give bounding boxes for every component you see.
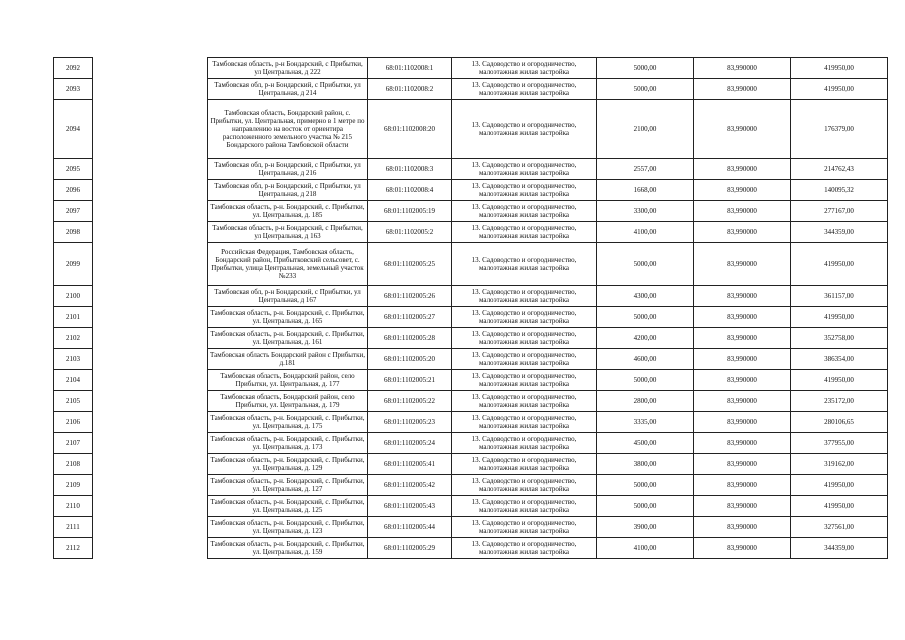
area-cell: 3300,00 — [597, 201, 694, 222]
address-cell: Тамбовская область, р-н Бондарский, с Прибытки, ул Центральная, д 222 — [208, 58, 368, 79]
address-cell: Тамбовская область, р-н. Бондарский, с. Прибытки, ул. Центральная, д. 185 — [208, 201, 368, 222]
address-cell: Тамбовская область Бондарский район с Прибытки, д.181 — [208, 349, 368, 370]
cadastral-number-cell: 68:01:1102005:26 — [368, 286, 452, 307]
permitted-use-cell: 13. Садоводство и огородничество, малоэтажная жилая застройка — [452, 328, 597, 349]
specific-value-cell: 83,990000 — [694, 100, 791, 159]
area-cell: 5000,00 — [597, 307, 694, 328]
cadastral-number-cell: 68:01:1102008:3 — [368, 159, 452, 180]
cadastral-number-cell: 68:01:1102005:28 — [368, 328, 452, 349]
blank-column — [93, 454, 208, 475]
blank-column — [93, 433, 208, 454]
specific-value-cell: 83,990000 — [694, 349, 791, 370]
blank-column — [93, 328, 208, 349]
cadastral-number-cell: 68:01:1102005:29 — [368, 538, 452, 559]
blank-column — [93, 79, 208, 100]
area-cell: 4100,00 — [597, 222, 694, 243]
cadastral-number-cell: 68:01:1102008:2 — [368, 79, 452, 100]
blank-column — [93, 100, 208, 159]
table-row — [54, 286, 888, 307]
specific-value-cell: 83,990000 — [694, 454, 791, 475]
address-cell: Тамбовская область, р-н. Бондарский, с. Прибытки, ул. Центральная, д. 123 — [208, 517, 368, 538]
row-number: 2101 — [54, 307, 93, 328]
row-number: 2097 — [54, 201, 93, 222]
row-number: 2099 — [54, 243, 93, 286]
cadastral-value-cell: 277167,00 — [791, 201, 888, 222]
row-number: 2094 — [54, 100, 93, 159]
permitted-use-cell: 13. Садоводство и огородничество, малоэтажная жилая застройка — [452, 180, 597, 201]
area-cell: 5000,00 — [597, 475, 694, 496]
cadastral-value-cell: 327561,00 — [791, 517, 888, 538]
row-number: 2107 — [54, 433, 93, 454]
cadastral-value-cell: 176379,00 — [791, 100, 888, 159]
table-row — [54, 201, 888, 222]
area-cell: 3800,00 — [597, 454, 694, 475]
row-number: 2098 — [54, 222, 93, 243]
blank-column — [93, 307, 208, 328]
table-row — [54, 222, 888, 243]
blank-column — [93, 496, 208, 517]
area-cell: 3900,00 — [597, 517, 694, 538]
address-cell: Тамбовская обл, р-н Бондарский, с Прибытки, ул Центральная, д 218 — [208, 180, 368, 201]
cadastral-number-cell: 68:01:1102005:27 — [368, 307, 452, 328]
address-cell: Тамбовская обл, р-н Бондарский, с Прибытки, ул Центральная, д 214 — [208, 79, 368, 100]
table-row — [54, 58, 888, 79]
cadastral-value-cell: 361157,00 — [791, 286, 888, 307]
specific-value-cell: 83,990000 — [694, 475, 791, 496]
blank-column — [93, 180, 208, 201]
area-cell: 4500,00 — [597, 433, 694, 454]
table-row — [54, 159, 888, 180]
area-cell: 1668,00 — [597, 180, 694, 201]
cadastral-number-cell: 68:01:1102005:41 — [368, 454, 452, 475]
cadastral-value-cell: 214762,43 — [791, 159, 888, 180]
area-cell: 5000,00 — [597, 370, 694, 391]
table-row — [54, 475, 888, 496]
permitted-use-cell: 13. Садоводство и огородничество, малоэтажная жилая застройка — [452, 79, 597, 100]
row-number: 2104 — [54, 370, 93, 391]
specific-value-cell: 83,990000 — [694, 538, 791, 559]
table-row — [54, 370, 888, 391]
blank-column — [93, 286, 208, 307]
row-number: 2111 — [54, 517, 93, 538]
row-number: 2106 — [54, 412, 93, 433]
blank-column — [93, 349, 208, 370]
table-row — [54, 328, 888, 349]
specific-value-cell: 83,990000 — [694, 391, 791, 412]
address-cell: Тамбовская область, Бондарский район, с. Прибытки, ул. Центральная, примерно в 1 метре по направлению на восток от ориентира расположенного земельного участка № 215 Бондарского района Тамбовской области — [208, 100, 368, 159]
address-cell: Тамбовская область, р-н. Бондарский, с. Прибытки, ул. Центральная, д. 165 — [208, 307, 368, 328]
table-row — [54, 243, 888, 286]
table-row — [54, 454, 888, 475]
cadastral-number-cell: 68:01:1102005:43 — [368, 496, 452, 517]
table-row — [54, 538, 888, 559]
permitted-use-cell: 13. Садоводство и огородничество, малоэтажная жилая застройка — [452, 391, 597, 412]
specific-value-cell: 83,990000 — [694, 222, 791, 243]
register-table-body — [54, 58, 888, 559]
specific-value-cell: 83,990000 — [694, 58, 791, 79]
cadastral-value-cell: 419950,00 — [791, 475, 888, 496]
blank-column — [93, 222, 208, 243]
cadastral-value-cell: 377955,00 — [791, 433, 888, 454]
specific-value-cell: 83,990000 — [694, 370, 791, 391]
address-cell: Тамбовская область, Бондарский район, село Прибытки, ул. Центральная, д. 179 — [208, 391, 368, 412]
table-row — [54, 517, 888, 538]
blank-column — [93, 201, 208, 222]
table-row — [54, 433, 888, 454]
specific-value-cell: 83,990000 — [694, 433, 791, 454]
permitted-use-cell: 13. Садоводство и огородничество, малоэтажная жилая застройка — [452, 159, 597, 180]
cadastral-number-cell: 68:01:1102005:25 — [368, 243, 452, 286]
cadastral-number-cell: 68:01:1102008:4 — [368, 180, 452, 201]
cadastral-number-cell: 68:01:1102005:20 — [368, 349, 452, 370]
cadastral-value-cell: 352758,00 — [791, 328, 888, 349]
specific-value-cell: 83,990000 — [694, 286, 791, 307]
row-number: 2109 — [54, 475, 93, 496]
blank-column — [93, 412, 208, 433]
area-cell: 2100,00 — [597, 100, 694, 159]
permitted-use-cell: 13. Садоводство и огородничество, малоэтажная жилая застройка — [452, 538, 597, 559]
address-cell: Тамбовская область, р-н. Бондарский, с. Прибытки, ул. Центральная, д. 127 — [208, 475, 368, 496]
specific-value-cell: 83,990000 — [694, 243, 791, 286]
blank-column — [93, 391, 208, 412]
address-cell: Тамбовская область, р-н. Бондарский, с. Прибытки, ул. Центральная, д. 175 — [208, 412, 368, 433]
table-row — [54, 412, 888, 433]
permitted-use-cell: 13. Садоводство и огородничество, малоэтажная жилая застройка — [452, 349, 597, 370]
row-number: 2103 — [54, 349, 93, 370]
cadastral-value-cell: 235172,00 — [791, 391, 888, 412]
permitted-use-cell: 13. Садоводство и огородничество, малоэтажная жилая застройка — [452, 475, 597, 496]
cadastral-value-cell: 419950,00 — [791, 307, 888, 328]
address-cell: Тамбовская область, р-н. Бондарский, с. Прибытки, ул. Центральная, д. 173 — [208, 433, 368, 454]
table-row — [54, 79, 888, 100]
address-cell: Тамбовская обл, р-н Бондарский, с Прибытки, ул Центральная, д 167 — [208, 286, 368, 307]
permitted-use-cell: 13. Садоводство и огородничество, малоэтажная жилая застройка — [452, 58, 597, 79]
cadastral-value-cell: 419950,00 — [791, 370, 888, 391]
specific-value-cell: 83,990000 — [694, 496, 791, 517]
area-cell: 4600,00 — [597, 349, 694, 370]
blank-column — [93, 58, 208, 79]
table-row — [54, 496, 888, 517]
cadastral-number-cell: 68:01:1102005:19 — [368, 201, 452, 222]
address-cell: Тамбовская область, р-н. Бондарский, с. Прибытки, ул. Центральная, д. 129 — [208, 454, 368, 475]
area-cell: 4300,00 — [597, 286, 694, 307]
specific-value-cell: 83,990000 — [694, 328, 791, 349]
land-plot-register-table — [53, 57, 888, 559]
cadastral-number-cell: 68:01:1102005:42 — [368, 475, 452, 496]
cadastral-value-cell: 280106,65 — [791, 412, 888, 433]
cadastral-number-cell: 68:01:1102005:21 — [368, 370, 452, 391]
row-number: 2102 — [54, 328, 93, 349]
cadastral-number-cell: 68:01:1102005:22 — [368, 391, 452, 412]
row-number: 2095 — [54, 159, 93, 180]
row-number: 2096 — [54, 180, 93, 201]
permitted-use-cell: 13. Садоводство и огородничество, малоэтажная жилая застройка — [452, 433, 597, 454]
row-number: 2112 — [54, 538, 93, 559]
cadastral-number-cell: 68:01:1102008:1 — [368, 58, 452, 79]
cadastral-number-cell: 68:01:1102005:44 — [368, 517, 452, 538]
area-cell: 2557,00 — [597, 159, 694, 180]
specific-value-cell: 83,990000 — [694, 307, 791, 328]
area-cell: 2800,00 — [597, 391, 694, 412]
permitted-use-cell: 13. Садоводство и огородничество, малоэтажная жилая застройка — [452, 496, 597, 517]
permitted-use-cell: 13. Садоводство и огородничество, малоэтажная жилая застройка — [452, 370, 597, 391]
blank-column — [93, 517, 208, 538]
table-row — [54, 307, 888, 328]
blank-column — [93, 475, 208, 496]
cadastral-value-cell: 344359,00 — [791, 222, 888, 243]
address-cell: Тамбовская область, р-н. Бондарский, с. Прибытки, ул. Центральная, д. 125 — [208, 496, 368, 517]
address-cell: Тамбовская область, р-н Бондарский, с Прибытки, ул Центральная, д 163 — [208, 222, 368, 243]
address-cell: Тамбовская область, р-н. Бондарский, с. Прибытки, ул. Центральная, д. 161 — [208, 328, 368, 349]
row-number: 2108 — [54, 454, 93, 475]
specific-value-cell: 83,990000 — [694, 159, 791, 180]
row-number: 2105 — [54, 391, 93, 412]
permitted-use-cell: 13. Садоводство и огородничество, малоэтажная жилая застройка — [452, 222, 597, 243]
cadastral-value-cell: 319162,00 — [791, 454, 888, 475]
address-cell: Тамбовская область, Бондарский район, село Прибытки, ул. Центральная, д. 177 — [208, 370, 368, 391]
area-cell: 5000,00 — [597, 496, 694, 517]
permitted-use-cell: 13. Садоводство и огородничество, малоэтажная жилая застройка — [452, 100, 597, 159]
cadastral-value-cell: 419950,00 — [791, 79, 888, 100]
area-cell: 4100,00 — [597, 538, 694, 559]
row-number: 2093 — [54, 79, 93, 100]
blank-column — [93, 159, 208, 180]
blank-column — [93, 370, 208, 391]
cadastral-value-cell: 419950,00 — [791, 58, 888, 79]
blank-column — [93, 243, 208, 286]
row-number: 2092 — [54, 58, 93, 79]
permitted-use-cell: 13. Садоводство и огородничество, малоэтажная жилая застройка — [452, 286, 597, 307]
row-number: 2100 — [54, 286, 93, 307]
specific-value-cell: 83,990000 — [694, 79, 791, 100]
address-cell: Тамбовская обл, р-н Бондарский, с Прибытки, ул Центральная, д 216 — [208, 159, 368, 180]
area-cell: 5000,00 — [597, 58, 694, 79]
area-cell: 5000,00 — [597, 79, 694, 100]
cadastral-value-cell: 419950,00 — [791, 496, 888, 517]
area-cell: 3335,00 — [597, 412, 694, 433]
cadastral-value-cell: 386354,00 — [791, 349, 888, 370]
cadastral-value-cell: 344359,00 — [791, 538, 888, 559]
specific-value-cell: 83,990000 — [694, 201, 791, 222]
blank-column — [93, 538, 208, 559]
cadastral-value-cell: 140095,32 — [791, 180, 888, 201]
table-row — [54, 391, 888, 412]
table-row — [54, 100, 888, 159]
address-cell: Российская Федерация, Тамбовская область, Бондарский район, Прибытковский сельсовет, с. Прибытки, улица Центральная, земельный участок №233 — [208, 243, 368, 286]
permitted-use-cell: 13. Садоводство и огородничество, малоэтажная жилая застройка — [452, 201, 597, 222]
permitted-use-cell: 13. Садоводство и огородничество, малоэтажная жилая застройка — [452, 412, 597, 433]
cadastral-number-cell: 68:01:1102005:24 — [368, 433, 452, 454]
address-cell: Тамбовская область, р-н. Бондарский, с. Прибытки, ул. Центральная, д. 159 — [208, 538, 368, 559]
specific-value-cell: 83,990000 — [694, 517, 791, 538]
permitted-use-cell: 13. Садоводство и огородничество, малоэтажная жилая застройка — [452, 517, 597, 538]
permitted-use-cell: 13. Садоводство и огородничество, малоэтажная жилая застройка — [452, 307, 597, 328]
permitted-use-cell: 13. Садоводство и огородничество, малоэтажная жилая застройка — [452, 243, 597, 286]
table-row — [54, 349, 888, 370]
cadastral-number-cell: 68:01:1102008:20 — [368, 100, 452, 159]
cadastral-number-cell: 68:01:1102005:23 — [368, 412, 452, 433]
area-cell: 4200,00 — [597, 328, 694, 349]
specific-value-cell: 83,990000 — [694, 180, 791, 201]
specific-value-cell: 83,990000 — [694, 412, 791, 433]
cadastral-value-cell: 419950,00 — [791, 243, 888, 286]
permitted-use-cell: 13. Садоводство и огородничество, малоэтажная жилая застройка — [452, 454, 597, 475]
area-cell: 5000,00 — [597, 243, 694, 286]
table-row — [54, 180, 888, 201]
cadastral-number-cell: 68:01:1102005:2 — [368, 222, 452, 243]
row-number: 2110 — [54, 496, 93, 517]
